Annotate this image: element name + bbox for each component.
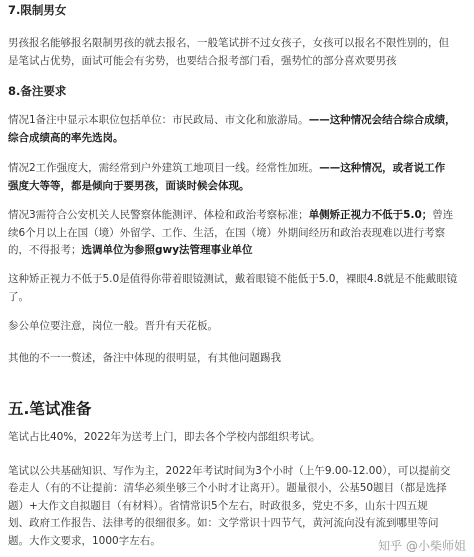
case-2-line-2: 强度大等等，都是倾向于要男孩，面谈时候会体现。 [8,180,250,192]
case-3-line-3 [8,244,468,257]
case-3-text-end: 的，不得报考； [8,244,82,256]
case-2-line-1 [8,162,468,175]
section-7-heading: 7.限制男女 [8,3,67,17]
exam-detail-line-1: 笔试以公共基础知识、写作为主，2022年考试时间为3个小时（上午9.00-12.00），可以提前交 [8,465,451,477]
case-1-line-1 [8,114,468,127]
section-5-heading: 五.笔试准备 [8,400,92,418]
section-7-line-2: 是笔试占优势，面试可能会有劣势，也要结合报考部门看，强势忙的部分喜欢要男孩 [8,55,397,67]
public-unit-note: 参公单位要注意，岗位一般。晋升有天花板。 [8,320,218,332]
case-3-line-1 [8,209,468,222]
case-1-line-2: 综合成绩高的率先选岗。 [8,132,124,144]
vision-note-line-1: 这种矫正视力不低于5.0是值得你带着眼镜测试，戴着眼镜不能低于5.0，裸眼4.8就是不能戴眼镜 [8,273,458,285]
case-2-emphasis: ——这种情况，或者说工作 [319,162,446,174]
watermark: 知乎 @小柴师姐 [378,539,466,553]
exam-detail-line-2: 卷走人（有的不让提前：清华必须坐够三个小时才让离开）。题量很小，公基50题目（都是选择 [8,482,447,494]
case-1-text: 情况1备注中显示本职位包括单位：市民政局、市文化和旅游局。 [8,114,309,126]
exam-detail-line-3: 题）+大作文自拟题目（有材料）。省情常识5个左右，时政很多，党史不多，山东十四五规 [8,500,428,512]
case-3-emphasis: 单侧矫正视力不低于5.0； [308,209,433,221]
exam-weight-paragraph: 笔试占比40%，2022年为送考上门，即去各个学校内部组织考试。 [8,431,321,443]
exam-detail-line-4: 划、政府工作报告、法律考的很细很多。如：文学常识十四节气，黄河流向没有流到哪里等问 [8,517,439,529]
vision-note-line-2: 了。 [8,291,29,303]
case-3-emphasis-2: 选调单位为参照gwy法管理事业单位 [81,244,253,256]
case-3-text-cont: 曾连 [432,209,454,221]
section-7-line-1: 男孩报名能够报名限制男孩的就去报名，一般笔试拼不过女孩子，女孩可以报名不限性别的，但 [8,37,449,49]
section-8-heading: 8.备注要求 [8,84,67,98]
other-note: 其他的不一一赘述，备注中体现的很明显，有其他问题踢我 [8,352,281,364]
case-3-line-2: 续6个月以上在国（境）外留学、工作、生活，在国（境）外期间经历和政治表现难以进行考察 [8,227,446,239]
case-2-text: 情况2工作强度大，需经常到户外建筑工地项目一线。经常性加班。 [8,162,320,174]
case-3-text: 情况3需符合公安机关人民警察体能测评、体检和政治考察标准； [8,209,309,221]
case-1-emphasis: ——这种情况会结合综合成绩， [308,114,456,126]
exam-detail-line-5: 题。大作文要求，1000字左右。 [8,535,161,547]
